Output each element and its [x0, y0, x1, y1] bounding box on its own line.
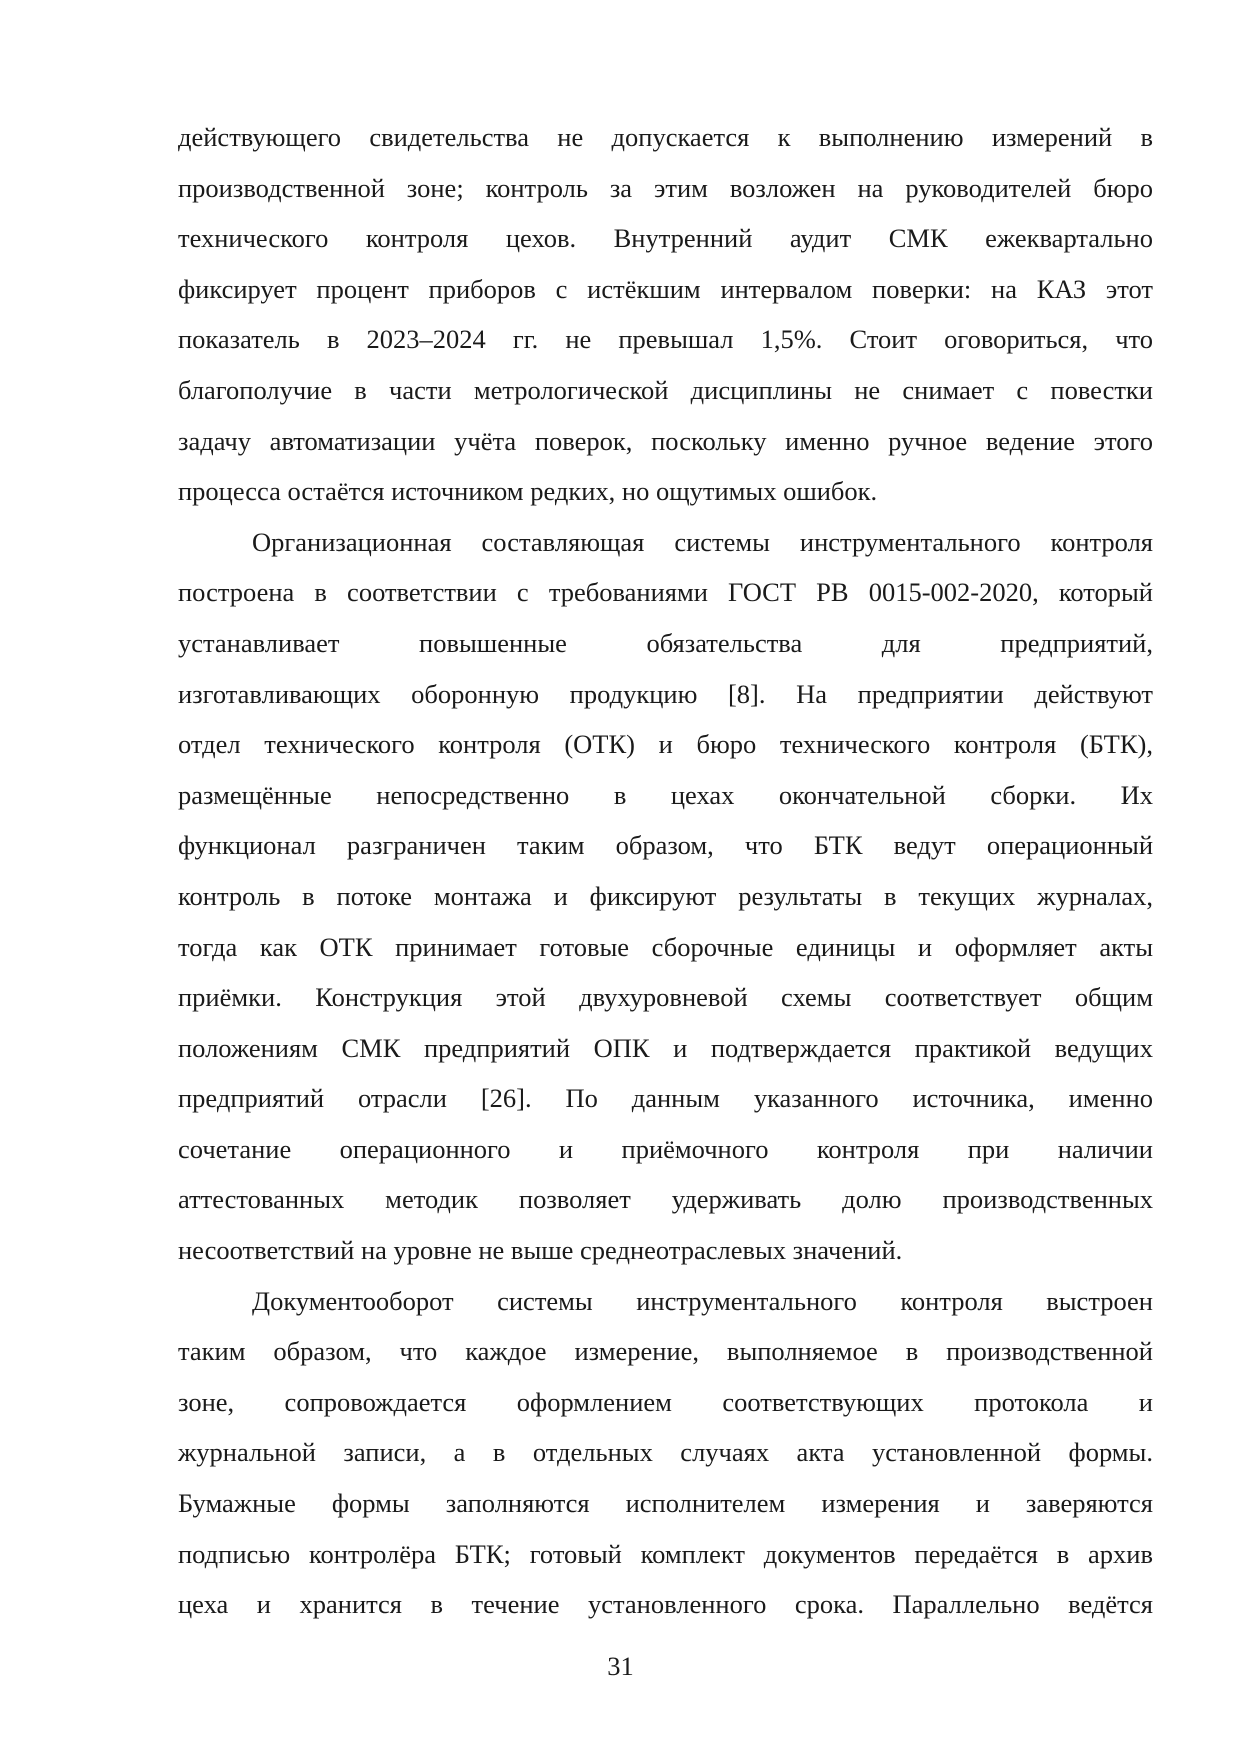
text-line: Бумажные формы заполняются исполнителем измерения и заверяются — [178, 1488, 1153, 1519]
text-line: задачу автоматизации учёта поверок, поскольку именно ручное ведение этого — [178, 425, 1153, 456]
text-line: показатель в 2023–2024 гг. не превышал 1,5%. Стоит оговориться, что — [178, 324, 1153, 355]
page-number: 31 — [607, 1651, 634, 1681]
text-line: изготавливающих оборонную продукцию [8]. На предприятии действуют — [178, 678, 1153, 709]
text-line: производственной зоне; контроль за этим возложен на руководителей бюро — [178, 172, 1153, 203]
text-line: аттестованных методик позволяет удерживать долю производственных — [178, 1184, 1153, 1215]
text-line: зоне, сопровождается оформлением соответствующих протокола и — [178, 1386, 1153, 1417]
text-line: положениям СМК предприятий ОПК и подтверждается практикой ведущих — [178, 1032, 1153, 1063]
text-line: устанавливает повышенные обязательства для предприятий, — [178, 627, 1153, 658]
text-line: несоответствий на уровне не выше среднеотраслевых значений. — [178, 1235, 903, 1266]
paragraph — [178, 112, 1153, 517]
text-line: отдел технического контроля (ОТК) и бюро технического контроля (БТК), — [178, 729, 1153, 760]
text-line: сочетание операционного и приёмочного контроля при наличии — [178, 1133, 1153, 1164]
text-line: благополучие в части метрологической дисциплины не снимает с повестки — [178, 374, 1153, 405]
text-line: функционал разграничен таким образом, что БТК ведут операционный — [178, 830, 1153, 861]
text-line: таким образом, что каждое измерение, выполняемое в производственной — [178, 1336, 1153, 1367]
text-line: предприятий отрасли [26]. По данным указанного источника, именно — [178, 1083, 1153, 1114]
body-text — [178, 112, 1153, 1630]
text-line: построена в соответствии с требованиями ГОСТ РВ 0015-002-2020, который — [178, 577, 1153, 608]
paragraph — [178, 517, 1153, 1276]
text-line: подписью контролёра БТК; готовый комплект документов передаётся в архив — [178, 1538, 1153, 1569]
text-line: фиксирует процент приборов с истёкшим интервалом поверки: на КАЗ этот — [178, 273, 1153, 304]
text-line: контроль в потоке монтажа и фиксируют результаты в текущих журналах, — [178, 880, 1153, 911]
text-line: действующего свидетельства не допускается к выполнению измерений в — [178, 122, 1153, 152]
text-line: процесса остаётся источником редких, но ощутимых ошибок. — [178, 476, 878, 507]
text-line: технического контроля цехов. Внутренний аудит СМК ежеквартально — [178, 223, 1153, 254]
text-line: цеха и хранится в течение установленного срока. Параллельно ведётся — [178, 1589, 1153, 1620]
text-line: Документооборот системы инструментального контроля выстроен — [252, 1285, 1153, 1316]
text-line: тогда как ОТК принимает готовые сборочные единицы и оформляет акты — [178, 931, 1153, 962]
text-line: Организационная составляющая системы инструментального контроля — [252, 526, 1153, 557]
text-line: журнальной записи, а в отдельных случаях акта установленной формы. — [178, 1437, 1153, 1468]
text-line: приёмки. Конструкция этой двухуровневой схемы соответствует общим — [178, 982, 1153, 1013]
text-line: размещённые непосредственно в цехах окончательной сборки. Их — [178, 779, 1153, 810]
paragraph — [178, 1276, 1153, 1630]
